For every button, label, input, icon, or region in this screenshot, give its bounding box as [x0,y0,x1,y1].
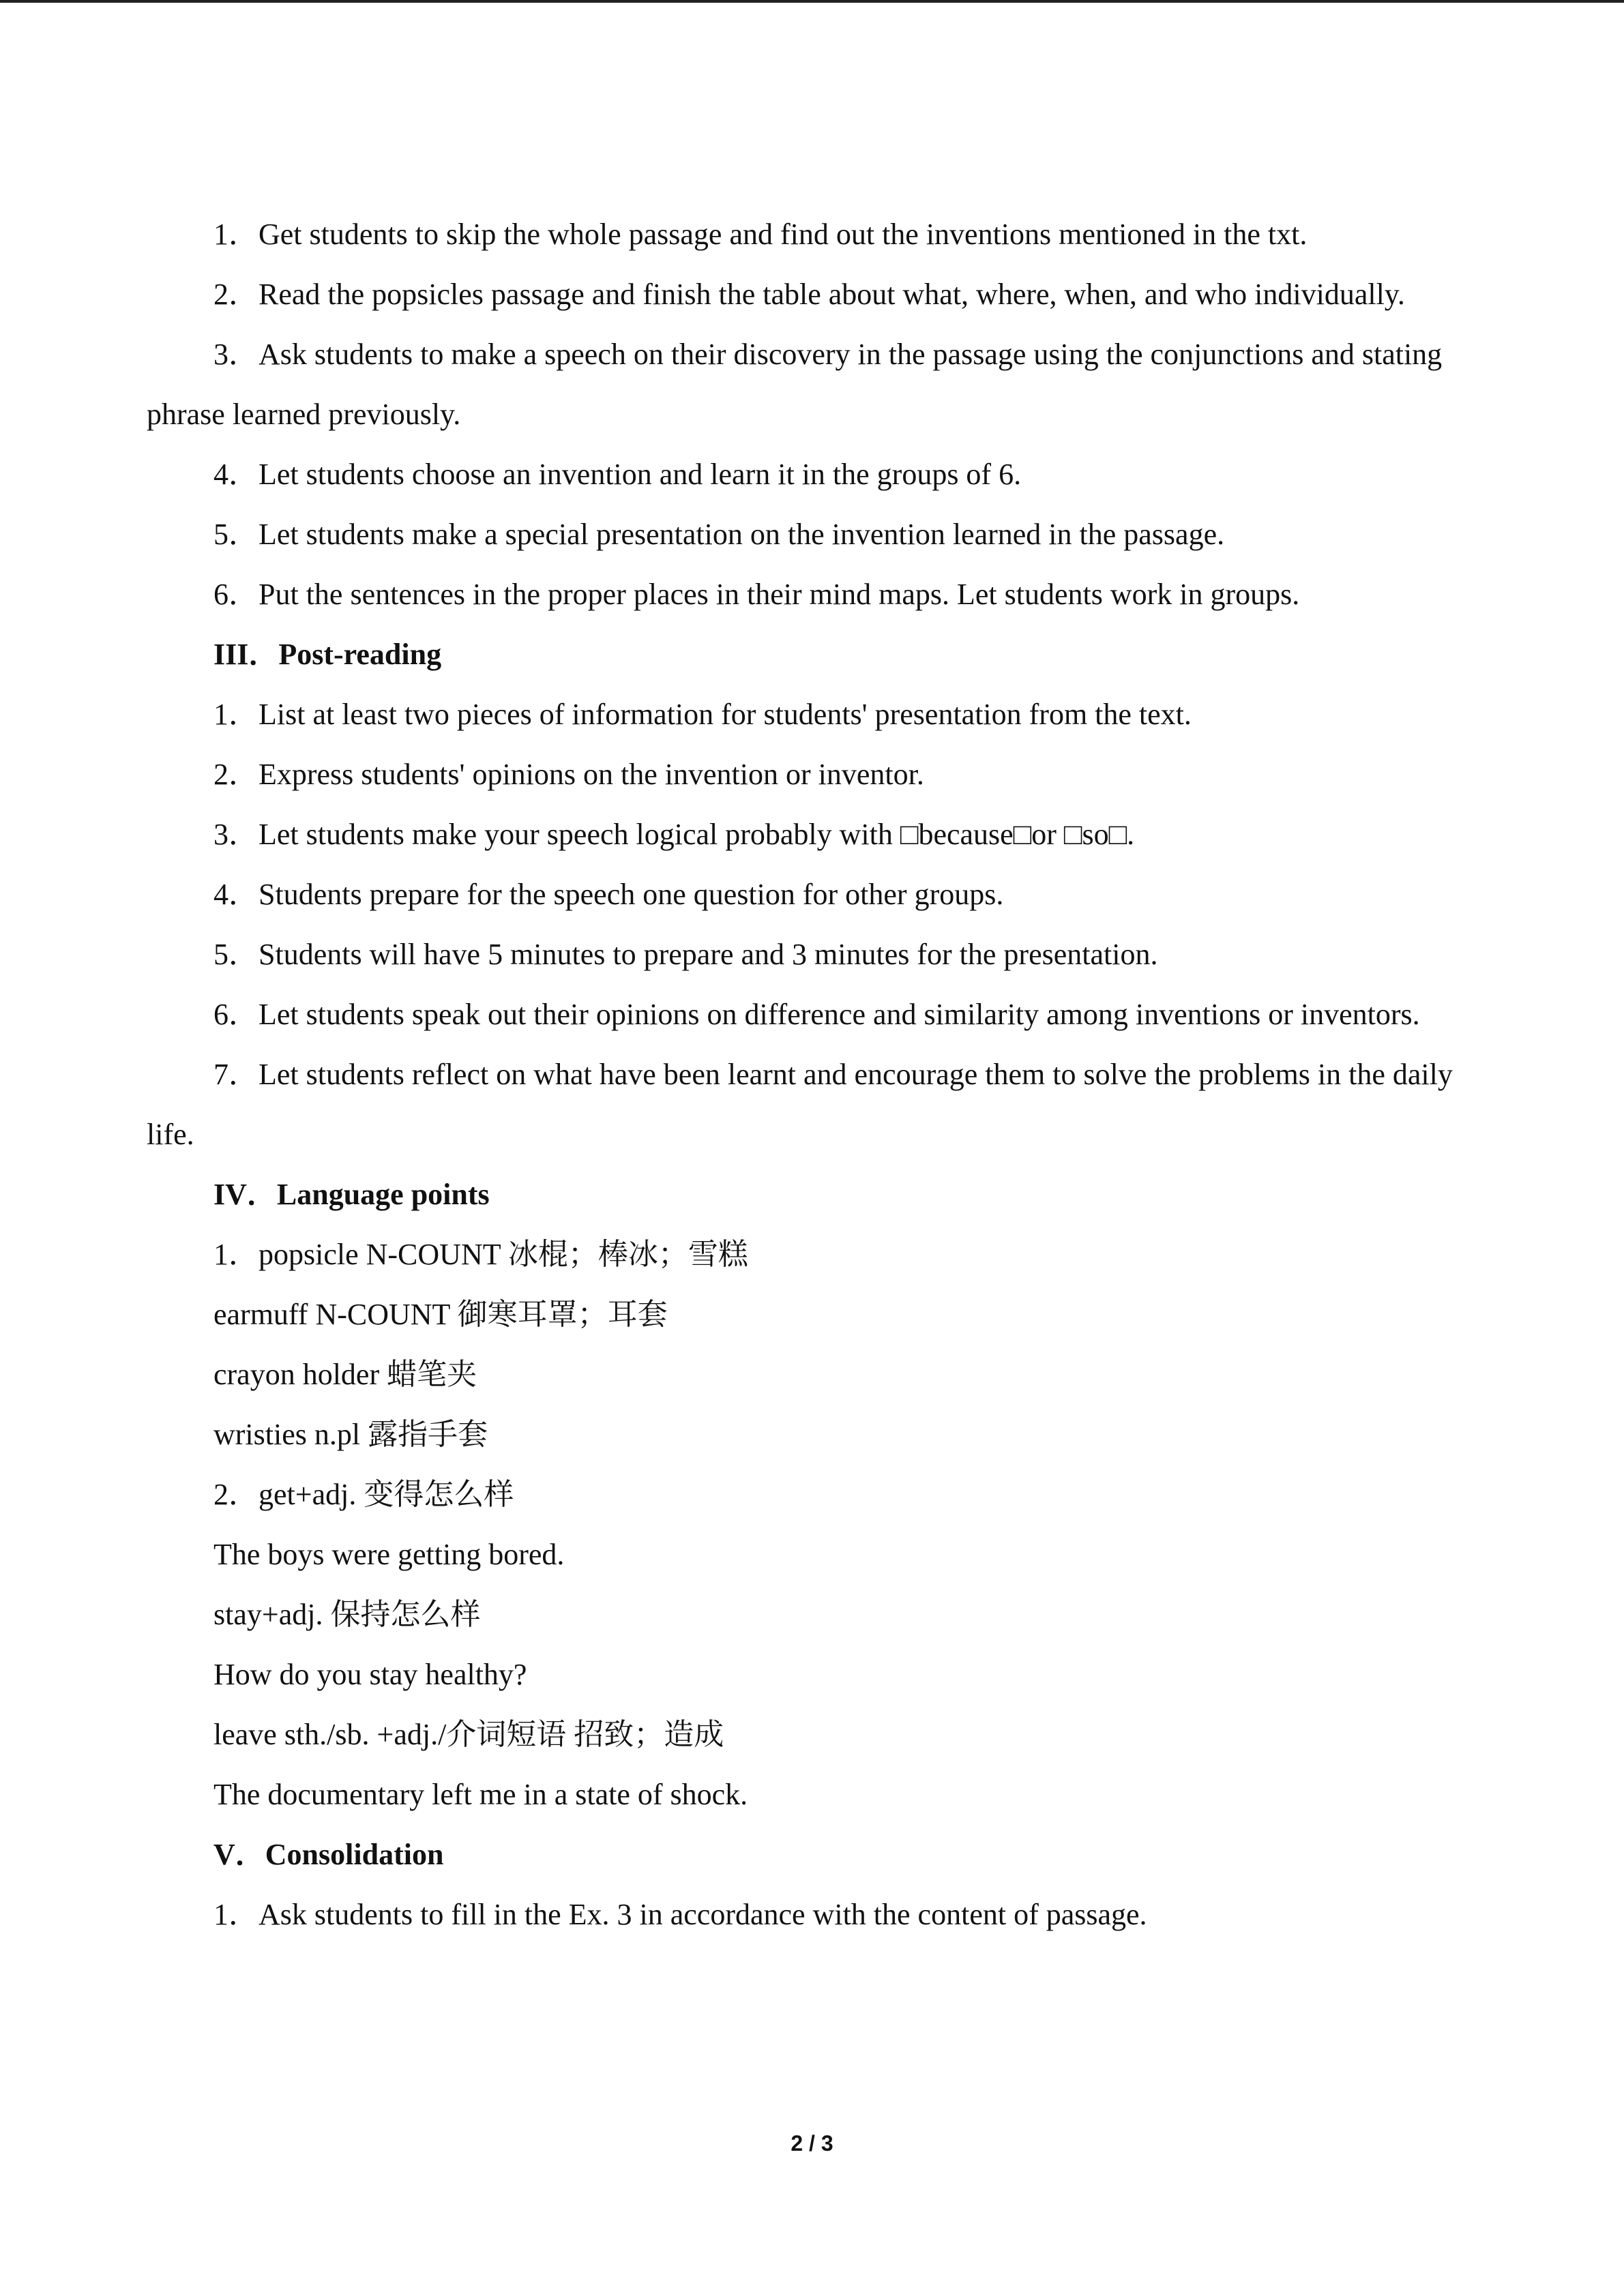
language-point-line-6: The boys were getting bored. [213,1538,565,1571]
consolidation-item-1: 1．Ask students to fill in the Ex. 3 in accordance with the content of passage. [213,1898,1147,1931]
reading-step-3: 3．Ask students to make a speech on their discovery in the passage using the conjunctions and stating phrase learned previously. [147,338,1443,431]
consolidation-heading: V．Consolidation [213,1838,444,1871]
page-number: 2 / 3 [791,2131,833,2156]
reading-step-1: 1．Get students to skip the whole passage and find out the inventions mentioned in the txt. [213,218,1308,251]
post-reading-item-3: 3．Let students make your speech logical probably with □because□or □so□. [213,818,1135,851]
language-point-line-5: 2．get+adj. 变得怎么样 [213,1478,514,1511]
language-point-line-7: stay+adj. 保持怎么样 [213,1598,481,1631]
language-point-line-10: The documentary left me in a state of shock. [213,1778,748,1811]
language-point-line-8: How do you stay healthy? [213,1658,527,1691]
language-point-line-9: leave sth./sb. +adj./介词短语 招致；造成 [213,1718,724,1751]
post-reading-item-6: 6．Let students speak out their opinions on difference and similarity among inventions or inventors. [213,998,1420,1031]
reading-step-5: 5．Let students make a special presentation on the invention learned in the passage. [213,518,1225,551]
reading-step-2: 2．Read the popsicles passage and finish the table about what, where, when, and who individually. [213,278,1405,311]
post-reading-heading: III．Post-reading [213,638,442,671]
post-reading-item-4: 4．Students prepare for the speech one question for other groups. [213,878,1004,911]
post-reading-item-5: 5．Students will have 5 minutes to prepare and 3 minutes for the presentation. [213,938,1158,971]
page-top-border [0,0,1624,3]
post-reading-item-2: 2．Express students' opinions on the invention or inventor. [213,758,924,791]
document-body [147,205,1477,1945]
language-point-line-4: wristies n.pl 露指手套 [213,1418,488,1451]
language-point-line-3: crayon holder 蜡笔夹 [213,1358,477,1391]
language-point-line-1: 1．popsicle N-COUNT 冰棍；棒冰；雪糕 [213,1238,748,1271]
language-point-line-2: earmuff N-COUNT 御寒耳罩；耳套 [213,1298,668,1331]
post-reading-item-1: 1．List at least two pieces of information for students' presentation from the text. [213,698,1192,731]
post-reading-item-7: 7．Let students reflect on what have been learnt and encourage them to solve the problems in the daily life. [147,1058,1453,1151]
language-points-heading: IV．Language points [213,1178,490,1211]
reading-step-4: 4．Let students choose an invention and learn it in the groups of 6. [213,458,1022,491]
reading-step-6: 6．Put the sentences in the proper places in their mind maps. Let students work in groups. [213,578,1300,611]
